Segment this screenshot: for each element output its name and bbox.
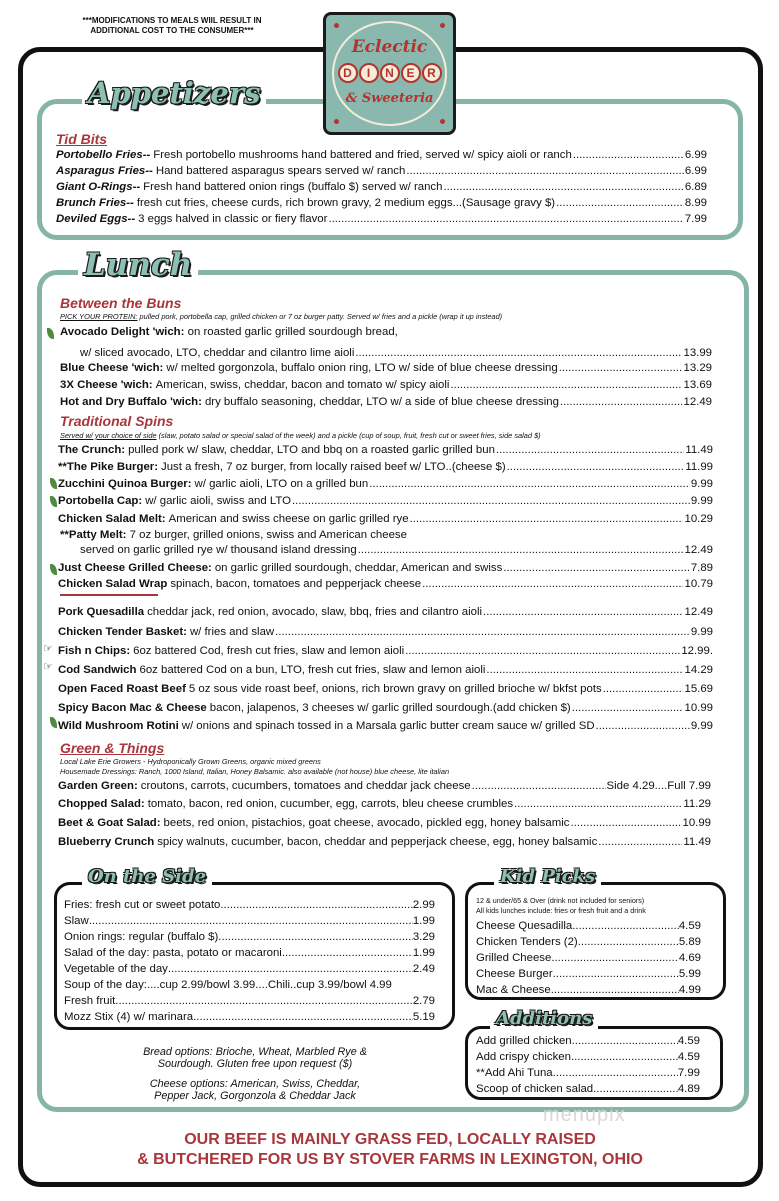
menu-item: Blueberry Crunch spicy walnuts, cucumber, bacon, cheddar and pepperjack cheese, egg, honey balsamic ..... 11.49 <box>58 833 711 852</box>
footer-line-1: OUR BEEF IS MAINLY GRASS FED, LOCALLY RAISED <box>184 1131 596 1148</box>
addition-item: **Add Ahi Tuna ..... 7.99 <box>476 1065 700 1081</box>
spins-list-d <box>58 603 713 735</box>
menu-item: Hot and Dry Buffalo 'wich: dry buffalo seasoning, cheddar, LTO w/ a side of blue cheese dressing ..... 12.49 <box>60 394 712 411</box>
spins-list-b <box>58 493 713 528</box>
diner-logo <box>323 12 456 135</box>
logo-rivet <box>440 23 445 28</box>
modification-note: ***MODIFICATIONS TO MEALS WIIL RESULT IN ADDITIONAL COST TO THE CONSUMER*** <box>82 16 262 35</box>
addition-item: Add grilled chicken ..... 4.59 <box>476 1033 700 1049</box>
menu-item: **The Pike Burger: Just a fresh, 7 oz burger, from locally raised beef w/ LTO..(cheese $) ..... 11.99 <box>58 459 713 476</box>
watermark: menupix <box>543 1104 626 1126</box>
menu-item: Wild Mushroom Rotini w/ onions and spinach tossed in a Marsala garlic butter cream sauce w/ grilled SD ..... 9.99 <box>58 717 713 735</box>
pointing-hand-icon: ☞ <box>43 661 53 673</box>
logo-letter: E <box>401 63 421 83</box>
logo-eclectic: Eclectic <box>351 37 428 57</box>
menu-item-cont: served on garlic grilled rye w/ thousand island dressing ..... 12.49 <box>80 542 713 558</box>
logo-diner <box>336 63 443 83</box>
kid-item: Cheese Burger ..... 5.99 <box>476 966 701 982</box>
menu-item: Fish n Chips: 6oz battered Cod, fresh cut fries, slaw and lemon aioli ..... 12.99. <box>58 642 713 661</box>
footer-line-2: & BUTCHERED FOR US BY STOVER FARMS IN LEXINGTON, OHIO <box>137 1151 643 1168</box>
menu-item: Chicken Tender Basket: w/ fries and slaw ..... 9.99 <box>58 622 713 642</box>
menu-item: Brunch Fries-- fresh cut fries, cheese curds, rich brown gravy, 2 medium eggs...(Sausage gravy $) ..... 8.99 <box>56 195 707 211</box>
menu-item: Open Faced Roast Beef 5 oz sous vide roast beef, onions, rich brown gravy on grilled brioche w/ bkfst pots ..... 15.69 <box>58 680 713 699</box>
kid-item: Grilled Cheese ..... 4.69 <box>476 950 701 966</box>
logo-letter: I <box>359 63 379 83</box>
appetizer-list <box>56 147 707 227</box>
menu-item: Deviled Eggs-- 3 eggs halved in classic or fiery flavor ..... 7.99 <box>56 211 707 227</box>
addition-item: Add crispy chicken ..... 4.59 <box>476 1049 700 1065</box>
menu-item: Pork Quesadilla cheddar jack, red onion, avocado, slaw, bbq, fries and cilantro aioli ..... 12.49 <box>58 603 713 622</box>
additions-title: Additions <box>490 1008 598 1029</box>
logo-letter: N <box>380 63 400 83</box>
logo-rivet <box>334 119 339 124</box>
side-item: Slaw ..... 1.99 <box>64 913 435 929</box>
appetizers-title: Appetizers <box>82 76 266 110</box>
menu-item: Just Cheese Grilled Cheese: on garlic grilled sourdough, cheddar, American and swiss ..... 7.89 <box>58 560 713 576</box>
buns-list <box>60 360 712 411</box>
section-divider <box>60 594 158 596</box>
additions-list <box>476 1033 700 1097</box>
spins-list-c <box>58 560 713 592</box>
kid-picks-note: 12 & under/65 & Over (drink not included for seniors) <box>476 896 645 905</box>
kid-item: Cheese Quesadilla ..... 4.59 <box>476 918 701 934</box>
buns-note: PICK YOUR PROTEIN: pulled pork, portobella cap, grilled chicken or 7 oz burger patty. Served w/ fries and a pickle (wrap it up instead) <box>60 312 503 321</box>
menu-item: The Crunch: pulled pork w/ slaw, cheddar, LTO and bbq on a roasted garlic grilled bun ..... 11.49 <box>58 442 713 459</box>
menu-item-cont: w/ sliced avocado, LTO, cheddar and cilantro lime aioli ..... 13.99 <box>80 345 712 361</box>
greens-dressings: Housemade Dressings: Ranch, 1000 Island, Italian, Honey Balsamic. also available (not house) blue cheese, lite italian <box>60 767 450 776</box>
menu-item: Giant O-Rings-- Fresh hand battered onion rings (buffalo $) served w/ ranch ..... 6.89 <box>56 179 707 195</box>
menu-item: Asparagus Fries-- Hand battered asparagus spears served w/ ranch ..... 6.99 <box>56 163 707 179</box>
menu-item: Chopped Salad: tomato, bacon, red onion, cucumber, egg, carrots, bleu cheese crumbles ..... 11.29 <box>58 795 711 814</box>
pointing-hand-icon: ☞ <box>43 643 53 655</box>
side-item: Onion rings: regular (buffalo $) ..... 3.29 <box>64 929 435 945</box>
side-item: Soup of the day:....cup 2.99/bowl 3.99....Chili..cup 3.99/bowl 4.99 <box>64 979 392 991</box>
menu-item: Portobella Cap: w/ garlic aioli, swiss and LTO ..... 9.99 <box>58 493 713 510</box>
side-item: Mozz Stix (4) w/ marinara ..... 5.19 <box>64 1009 435 1025</box>
buns-heading: Between the Buns <box>60 295 182 311</box>
menu-item: Spicy Bacon Mac & Cheese bacon, jalapenos, 3 cheeses w/ garlic grilled sourdough.(add chicken $) ..... 10.99 <box>58 699 713 717</box>
bread-options: Bread options: Brioche, Wheat, Marbled Rye & Sourdough. Gluten free upon request ($) <box>143 1046 367 1070</box>
kid-picks-list <box>476 918 701 998</box>
kid-picks-title: Kid Picks <box>494 866 601 887</box>
logo-letter: D <box>338 63 358 83</box>
addition-item: Scoop of chicken salad ..... 4.89 <box>476 1081 700 1097</box>
menu-item: Cod Sandwich 6oz battered Cod on a bun, LTO, fresh cut fries, slaw and lemon aioli ..... 14.29 <box>58 661 713 680</box>
menu-item: 3X Cheese 'wich: American, swiss, cheddar, bacon and tomato w/ spicy aioli ..... 13.69 <box>60 377 712 394</box>
menu-item: Garden Green: croutons, carrots, cucumbers, tomatoes and cheddar jack cheese ..... Side 4.29....Full 7.99 <box>58 777 711 795</box>
greens-list <box>58 777 711 852</box>
kid-item: Chicken Tenders (2) ..... 5.89 <box>476 934 701 950</box>
menu-item: Chicken Salad Melt: American and swiss cheese on garlic grilled rye ..... 10.29 <box>58 511 713 528</box>
cheese-options: Cheese options: American, Swiss, Cheddar, Pepper Jack, Gorgonzola & Cheddar Jack <box>149 1078 361 1102</box>
logo-rivet <box>440 119 445 124</box>
kid-picks-includes: All kids lunches include: fries or fresh fruit and a drink <box>476 906 646 915</box>
tidbits-heading: Tid Bits <box>56 131 108 147</box>
lunch-title: Lunch <box>78 247 198 283</box>
on-the-side-title: On the Side <box>82 866 212 887</box>
kid-item: Mac & Cheese ..... 4.99 <box>476 982 701 998</box>
greens-heading: Green & Things <box>60 740 165 756</box>
menu-item: Chicken Salad Wrap spinach, bacon, tomatoes and pepperjack cheese ..... 10.79 <box>58 576 713 592</box>
side-item: Fresh fruit ..... 2.79 <box>64 993 435 1009</box>
spins-heading: Traditional Spins <box>60 413 174 429</box>
logo-sweeteria: & Sweeteria <box>345 91 434 106</box>
menu-item: Zucchini Quinoa Burger: w/ garlic aioli, LTO on a grilled bun ..... 9.99 <box>58 476 713 493</box>
spins-note: Served w/ your choice of side (slaw, potato salad or special salad of the week) and a pickle (cup of soup, fruit, fresh cut or sweet fries, side salad $) <box>60 431 541 440</box>
side-item: Fries: fresh cut or sweet potato ..... 2.99 <box>64 897 435 913</box>
logo-letter: R <box>422 63 442 83</box>
menu-item: Portobello Fries-- Fresh portobello mushrooms hand battered and fried, served w/ spicy aioli or ranch ..... 6.99 <box>56 147 707 163</box>
menu-item: **Patty Melt: 7 oz burger, grilled onions, swiss and American cheese <box>60 529 407 541</box>
greens-note: Local Lake Erie Growers - Hydroponically Grown Greens, organic mixed greens <box>60 757 321 766</box>
menu-item: Avocado Delight 'wich: on roasted garlic grilled sourdough bread, <box>60 326 398 338</box>
logo-rivet <box>334 23 339 28</box>
spins-list <box>58 442 713 493</box>
sides-list <box>64 897 435 1025</box>
side-item: Vegetable of the day ..... 2.49 <box>64 961 435 977</box>
side-item: Salad of the day: pasta, potato or macaroni ..... 1.99 <box>64 945 435 961</box>
menu-item: Beet & Goat Salad: beets, red onion, pistachios, goat cheese, avocado, pickled egg, honey balsamic ..... 10.99 <box>58 814 711 833</box>
menu-item: Blue Cheese 'wich: w/ melted gorgonzola, buffalo onion ring, LTO w/ side of blue cheese dressing ..... 13.29 <box>60 360 712 377</box>
